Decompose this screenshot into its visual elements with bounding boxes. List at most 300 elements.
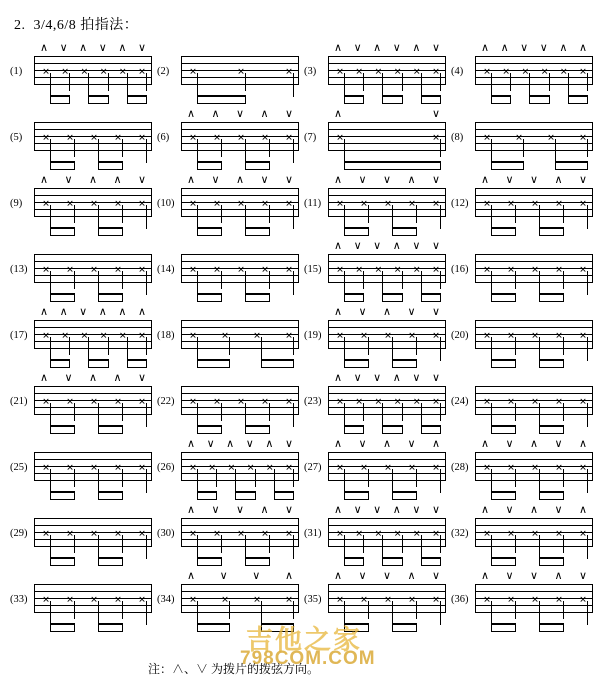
barline-right	[298, 122, 299, 151]
staff-line	[475, 70, 593, 71]
strum-arrow: ∧	[79, 41, 88, 54]
staff-line	[328, 188, 446, 189]
note-stem	[368, 469, 369, 487]
barline-right	[298, 56, 299, 85]
strum-direction-row	[181, 372, 299, 385]
measure-14[interactable]	[157, 238, 299, 304]
note-stem	[344, 403, 345, 427]
strum-arrow: ∧	[186, 569, 196, 582]
note-stem	[491, 271, 492, 295]
strum-arrow: ∨	[431, 41, 441, 54]
note-stem	[122, 601, 123, 619]
beam-box	[98, 491, 123, 500]
notehead-x: ✕	[285, 331, 293, 342]
staff-line	[328, 591, 446, 592]
measure-label: (18)	[157, 330, 175, 341]
measure-33[interactable]	[10, 568, 152, 634]
note-stem	[229, 601, 230, 619]
barline-right	[151, 584, 152, 613]
note-stem	[50, 469, 51, 493]
staff-line	[181, 63, 299, 64]
staff	[34, 386, 152, 416]
notehead-x: ✕	[579, 199, 587, 210]
notehead-x: ✕	[413, 67, 421, 78]
note-stem	[50, 271, 51, 295]
staff-line	[34, 320, 152, 321]
beam-box	[274, 491, 294, 500]
measure-23[interactable]	[304, 370, 446, 436]
staff	[475, 452, 593, 482]
strum-arrow: ∧	[382, 305, 392, 318]
note-stem	[539, 205, 540, 229]
watermark-primary: 吉他之家	[246, 625, 362, 655]
beam-box	[491, 293, 516, 302]
notehead-x: ✕	[42, 133, 50, 144]
note-stem	[245, 205, 246, 229]
notehead-x: ✕	[507, 265, 515, 276]
measure-row	[10, 370, 600, 436]
staff-line	[181, 480, 299, 481]
measure-30[interactable]	[157, 502, 299, 568]
strum-direction-row	[475, 372, 593, 385]
strum-arrow: ∧	[333, 173, 343, 186]
measure-24[interactable]	[451, 370, 593, 436]
notehead-x: ✕	[374, 67, 383, 78]
measure-25[interactable]	[10, 436, 152, 502]
staff	[34, 584, 152, 614]
staff-line	[328, 348, 446, 349]
barline-right	[298, 518, 299, 547]
barline-right	[298, 386, 299, 415]
measure-label: (22)	[157, 396, 175, 407]
barline-right	[151, 122, 152, 151]
beam-box	[382, 425, 402, 434]
measure-2[interactable]	[157, 40, 299, 106]
notehead-x: ✕	[408, 463, 416, 474]
strum-arrow: ∧	[578, 437, 588, 450]
staff-line	[475, 188, 593, 189]
notehead-x: ✕	[432, 67, 440, 78]
measure-17[interactable]	[10, 304, 152, 370]
staff-line	[475, 386, 593, 387]
notehead-x: ✕	[336, 331, 344, 342]
notehead-x: ✕	[336, 463, 344, 474]
notehead-x: ✕	[531, 397, 539, 408]
staff	[34, 188, 152, 218]
measure-label: (5)	[10, 132, 23, 143]
notehead-x: ✕	[138, 595, 146, 606]
note-stem	[440, 205, 441, 229]
beam-box	[344, 161, 441, 170]
beam-box	[421, 293, 441, 302]
note-stem	[122, 205, 123, 223]
note-stem	[88, 73, 89, 97]
strum-arrow: ∨	[260, 173, 269, 186]
notehead-x: ✕	[61, 331, 69, 342]
note-stem	[344, 469, 345, 493]
measure-8[interactable]	[451, 106, 593, 172]
strum-arrow: ∨	[373, 239, 382, 252]
notehead-x: ✕	[336, 397, 344, 408]
beam-box	[344, 95, 364, 104]
staff-line	[34, 341, 152, 342]
notehead-x: ✕	[384, 199, 392, 210]
strum-arrow: ∨	[219, 569, 228, 582]
staff-line	[34, 612, 152, 613]
staff	[34, 122, 152, 152]
staff-line	[181, 584, 299, 585]
strum-arrow: ∨	[137, 371, 147, 384]
note-stem	[515, 337, 516, 355]
measure-20[interactable]	[451, 304, 593, 370]
measure-label: (13)	[10, 264, 28, 275]
notehead-x: ✕	[221, 331, 229, 342]
staff-line	[181, 327, 299, 328]
measure-label: (16)	[451, 264, 469, 275]
strum-arrow: ∧	[39, 371, 49, 384]
beam-box	[539, 227, 564, 236]
strum-arrow: ∨	[431, 503, 441, 516]
strum-arrow: ∧	[260, 107, 269, 120]
beam-box	[245, 227, 270, 236]
staff-line	[475, 327, 593, 328]
beam-box	[539, 491, 564, 500]
strum-arrow: ∨	[373, 503, 382, 516]
notehead-x: ✕	[483, 67, 491, 78]
beam-box	[50, 425, 75, 434]
barline-right	[592, 518, 593, 547]
barline-left	[34, 386, 35, 415]
staff-line	[181, 466, 299, 467]
notehead-x: ✕	[579, 133, 587, 144]
barline-right	[445, 518, 446, 547]
note-stem	[69, 73, 70, 91]
strum-arrow: ∧	[578, 503, 588, 516]
note-stem	[529, 73, 530, 97]
notehead-x: ✕	[237, 199, 245, 210]
note-stem	[197, 271, 198, 295]
notehead-x: ✕	[507, 595, 515, 606]
measure-9[interactable]	[10, 172, 152, 238]
staff-line	[328, 393, 446, 394]
strum-arrow: ∧	[382, 437, 392, 450]
notehead-x: ✕	[119, 331, 127, 342]
note-stem	[197, 469, 198, 493]
strum-arrow: ∧	[480, 437, 490, 450]
note-stem	[421, 535, 422, 559]
barline-left	[328, 320, 329, 349]
measure-16[interactable]	[451, 238, 593, 304]
strum-arrow: ∧	[578, 41, 588, 54]
staff	[181, 188, 299, 218]
staff-line	[328, 282, 446, 283]
notehead-x: ✕	[114, 397, 122, 408]
note-stem	[293, 271, 294, 295]
barline-right	[151, 386, 152, 415]
notehead-x: ✕	[360, 331, 368, 342]
note-stem	[146, 337, 147, 355]
strum-arrow: ∧	[392, 371, 401, 384]
note-stem	[146, 139, 147, 163]
watermark-secondary: 798COM.COM	[240, 648, 376, 669]
measure-label: (10)	[157, 198, 175, 209]
note-stem	[245, 535, 246, 559]
strum-arrow: ∨	[431, 107, 441, 120]
note-stem	[416, 337, 417, 355]
note-stem	[98, 601, 99, 625]
measure-28[interactable]	[451, 436, 593, 502]
notehead-x: ✕	[432, 463, 440, 474]
barline-left	[181, 386, 182, 415]
staff-line	[475, 282, 593, 283]
strum-arrow: ∧	[39, 173, 49, 186]
notehead-x: ✕	[66, 133, 74, 144]
notehead-x: ✕	[189, 67, 197, 78]
barline-right	[298, 188, 299, 217]
strum-direction-row	[328, 504, 446, 517]
strum-direction-row	[328, 570, 446, 583]
note-stem	[122, 271, 123, 289]
measure-21[interactable]	[10, 370, 152, 436]
measure-7[interactable]	[304, 106, 446, 172]
note-stem	[587, 205, 588, 229]
measure-row	[10, 436, 600, 502]
strum-arrow: ∧	[480, 503, 490, 516]
staff	[181, 452, 299, 482]
measure-label: (12)	[451, 198, 469, 209]
strum-arrow: ∨	[554, 503, 563, 516]
staff	[328, 122, 446, 152]
staff	[475, 254, 593, 284]
staff-line	[34, 480, 152, 481]
measure-18[interactable]	[157, 304, 299, 370]
barline-right	[592, 56, 593, 85]
measure-label: (27)	[304, 462, 322, 473]
beam-box	[88, 95, 108, 104]
measure-19[interactable]	[304, 304, 446, 370]
beam-box	[98, 557, 123, 566]
staff-line	[34, 327, 152, 328]
measure-13[interactable]	[10, 238, 152, 304]
staff-line	[181, 393, 299, 394]
notehead-x: ✕	[114, 265, 122, 276]
measure-31[interactable]	[304, 502, 446, 568]
barline-left	[328, 122, 329, 151]
staff	[475, 518, 593, 548]
notehead-x: ✕	[42, 529, 50, 540]
notehead-x: ✕	[393, 529, 402, 540]
beam-box	[50, 95, 70, 104]
measure-label: (19)	[304, 330, 322, 341]
notehead-x: ✕	[483, 463, 491, 474]
notehead-x: ✕	[384, 463, 392, 474]
strum-arrow: ∨	[64, 371, 73, 384]
staff-line	[328, 254, 446, 255]
strum-arrow: ∨	[358, 569, 367, 582]
staff-line	[181, 525, 299, 526]
notehead-x: ✕	[555, 397, 563, 408]
note-stem	[491, 73, 492, 97]
measure-4[interactable]	[451, 40, 593, 106]
note-stem	[74, 271, 75, 289]
note-stem	[197, 337, 198, 361]
measure-32[interactable]	[451, 502, 593, 568]
note-stem	[440, 337, 441, 361]
notehead-x: ✕	[138, 529, 146, 540]
strum-arrow: ∨	[98, 41, 107, 54]
staff-line	[328, 129, 446, 130]
measure-1[interactable]	[10, 40, 152, 106]
staff-line	[34, 70, 152, 71]
measure-22[interactable]	[157, 370, 299, 436]
strum-arrow: ∨	[284, 107, 294, 120]
staff-line	[181, 282, 299, 283]
strum-arrow: ∧	[186, 107, 196, 120]
staff	[328, 518, 446, 548]
measure-6[interactable]	[157, 106, 299, 172]
note-stem	[197, 601, 198, 625]
note-stem	[587, 535, 588, 559]
barline-left	[475, 56, 476, 85]
note-stem	[491, 403, 492, 427]
staff	[475, 584, 593, 614]
barline-right	[445, 122, 446, 151]
strum-arrow: ∧	[554, 569, 563, 582]
notehead-x: ✕	[138, 331, 146, 342]
barline-left	[34, 188, 35, 217]
measure-36[interactable]	[451, 568, 593, 634]
staff-line	[181, 188, 299, 189]
notehead-x: ✕	[483, 529, 491, 540]
beam-box	[50, 491, 75, 500]
strum-arrow: ∧	[529, 503, 539, 516]
note-stem	[197, 403, 198, 427]
staff	[181, 584, 299, 614]
note-stem	[563, 271, 564, 289]
measure-label: (7)	[304, 132, 317, 143]
notehead-x: ✕	[483, 595, 491, 606]
note-stem	[293, 601, 294, 619]
strum-direction-row	[475, 570, 593, 583]
staff-line	[328, 584, 446, 585]
measure-label: (36)	[451, 594, 469, 605]
note-stem	[515, 535, 516, 553]
measure-12[interactable]	[451, 172, 593, 238]
measure-3[interactable]	[304, 40, 446, 106]
notehead-x: ✕	[261, 529, 269, 540]
staff-line	[475, 77, 593, 78]
staff	[34, 518, 152, 548]
beam-box	[421, 95, 441, 104]
measure-label: (26)	[157, 462, 175, 473]
barline-left	[328, 188, 329, 217]
strum-arrow: ∨	[64, 173, 73, 186]
measure-26[interactable]	[157, 436, 299, 502]
note-stem	[146, 403, 147, 427]
measure-label: (21)	[10, 396, 28, 407]
notehead-x: ✕	[355, 529, 363, 540]
measure-row	[10, 106, 600, 172]
measure-label: (3)	[304, 66, 317, 77]
strum-direction-row	[181, 570, 299, 583]
strum-direction-row	[181, 174, 299, 187]
staff-line	[34, 261, 152, 262]
notehead-x: ✕	[61, 67, 69, 78]
staff-line	[475, 63, 593, 64]
strum-arrow: ∧	[333, 239, 343, 252]
strum-arrow: ∧	[407, 569, 416, 582]
strum-arrow: ∨	[137, 173, 147, 186]
staff-line	[34, 518, 152, 519]
note-stem	[221, 403, 222, 421]
strum-direction-row	[34, 306, 152, 319]
note-stem	[245, 403, 246, 427]
staff-line	[475, 261, 593, 262]
note-stem	[563, 337, 564, 355]
note-stem	[344, 337, 345, 361]
barline-left	[34, 56, 35, 85]
strum-direction-row	[34, 438, 152, 451]
notehead-x: ✕	[579, 265, 587, 276]
staff-line	[328, 518, 446, 519]
staff	[181, 320, 299, 350]
notehead-x: ✕	[285, 463, 293, 474]
measure-11[interactable]	[304, 172, 446, 238]
measure-29[interactable]	[10, 502, 152, 568]
notehead-x: ✕	[66, 529, 74, 540]
note-stem	[587, 469, 588, 493]
strum-arrow: ∨	[431, 173, 441, 186]
measure-27[interactable]	[304, 436, 446, 502]
note-stem	[382, 535, 383, 559]
strum-arrow: ∨	[206, 437, 215, 450]
staff-line	[475, 612, 593, 613]
note-stem	[368, 337, 369, 355]
note-stem	[363, 403, 364, 421]
measure-grid	[10, 40, 600, 634]
staff-line	[475, 584, 593, 585]
beam-box	[539, 359, 564, 368]
strum-arrow: ∨	[353, 371, 362, 384]
barline-left	[475, 386, 476, 415]
notehead-x: ✕	[266, 463, 274, 474]
measure-label: (23)	[304, 396, 322, 407]
staff-line	[475, 143, 593, 144]
strum-arrow: ∧	[333, 107, 343, 120]
note-stem	[146, 535, 147, 559]
beam-box	[197, 491, 217, 500]
notehead-x: ✕	[531, 265, 539, 276]
beam-box	[50, 557, 75, 566]
notehead-x: ✕	[555, 595, 563, 606]
measure-5[interactable]	[10, 106, 152, 172]
barline-right	[592, 584, 593, 613]
notehead-x: ✕	[213, 133, 221, 144]
beam-box	[392, 623, 417, 632]
note-stem	[344, 139, 345, 163]
notehead-x: ✕	[432, 529, 440, 540]
measure-10[interactable]	[157, 172, 299, 238]
measure-label: (20)	[451, 330, 469, 341]
measure-label: (11)	[304, 198, 322, 209]
notehead-x: ✕	[189, 463, 197, 474]
note-stem	[416, 469, 417, 487]
notehead-x: ✕	[90, 265, 98, 276]
staff-line	[328, 84, 446, 85]
measure-15[interactable]	[304, 238, 446, 304]
notehead-x: ✕	[555, 331, 563, 342]
strum-arrow: ∧	[59, 305, 68, 318]
